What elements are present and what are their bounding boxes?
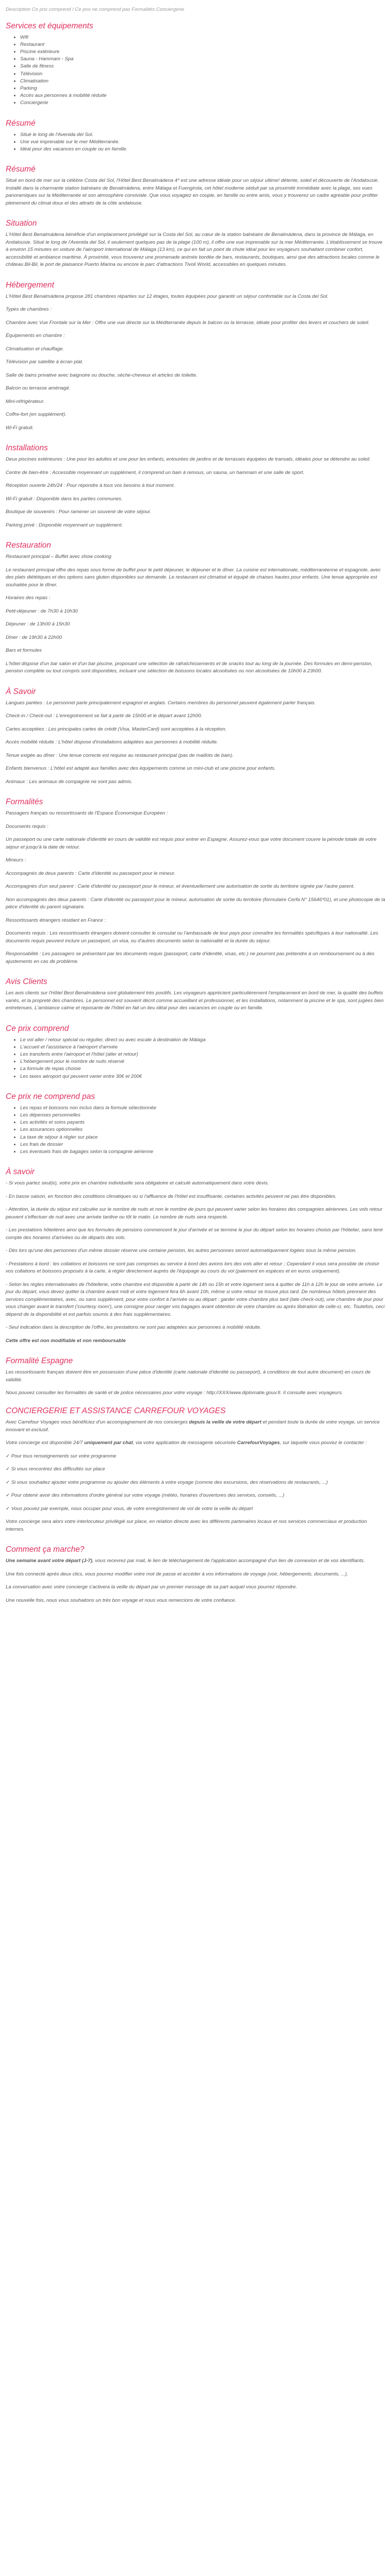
list-item: • Wifi xyxy=(20,34,385,41)
paragraph: Horaires des repas : xyxy=(6,595,51,601)
paragraph xyxy=(6,1439,385,1447)
list-item: • Une vue imprenable sur le mer Méditerranée. xyxy=(20,139,385,146)
paragraph: Climatisation et chauffage. xyxy=(6,346,64,352)
paragraph: Déjeuner : de 13h00 à 15h30 xyxy=(6,621,70,628)
list-item: • Piscine extérieure xyxy=(20,48,385,56)
resume2-title: Résumé xyxy=(6,165,36,174)
paragraph: Dîner : de 19h30 à 22h00 xyxy=(6,634,62,640)
list-item: • Les frais de dossier xyxy=(20,1141,385,1148)
paragraph: - Seul indication dans la description de l'offre, les prestations ne sont pas adaptées aux personnes à mobilité réduite. xyxy=(6,1325,262,1331)
resume-list xyxy=(6,131,385,154)
paragraph: - Prestations à bord : les collations et boissons ne sont pas comprises au service à bord des avions lors des vols aller et retour ; Cependant il vous sera possible de choisir vos collations et boissons proposés à la carte, à régler directement auprès de l'équipage au cours du vol (paiement en espèces et en euros uniquement). xyxy=(6,1261,380,1275)
restauration-title: Restauration xyxy=(6,541,51,550)
text-emphasis: depuis la veille de votre départ xyxy=(189,1419,262,1426)
paragraph: Coffre-fort (en supplément). xyxy=(6,412,67,418)
paragraph: Types de chambres : xyxy=(6,307,52,313)
list-item: • Télévision xyxy=(20,71,385,78)
conciergerie-title: CONCIERGERIE ET ASSISTANCE CARREFOUR VOYAGES xyxy=(6,1406,226,1415)
resume2-text: Situé en bord de mer sur la célèbre Costa del Sol, l'Hôtel Best Benalmádena 4* est une adresse idéale pour un séjour ultime! détente, soleil et découverte de l'Andalousie. Installé dans la charmante station balnéaire de Benalmádena, entre Málaga et Fuengirola, cet hôtel moderne séduit par sa proximité immédiate avec la plage, ses vues panoramiques sur la Méditerranée et son atmosphère conviviale. Que vous voyagiez en couple, en famille ou entre amis, vous y trouverez un cadre agréable pour profiter pleinement du climat doux et des attraits de la côte andalouse. xyxy=(6,178,379,206)
content xyxy=(0,6,391,1604)
paragraph: - Dès lors qu'une des personnes d'un même dossier réserve une certaine pension, les autres personnes seront automatiquement logées sous la même pension. xyxy=(6,1248,357,1254)
paragraph: - Selon les règles internationales de l'hôtellerie, votre chambre est disponible à partir de 14h ou 15h et votre logement sera à quitter de 11h à 12h le jour de votre arrivée. Le jour du départ, vous devez quitter la chambre avant midi et votre logement fera 6h avant 10h, même si votre retour se trouve plus tard. De nombreux hôtels prennent des services complémentaires, avec, ou sans supplément, pour votre confort à l'arrivée ou au départ : garder votre chambre plus tard (late check-out), une chambre de jour pour vous changer avant le transfert ('courtesy room'), une consigne pour ranger vos bagages avant obtention de votre chambre ou après libération de celle-ci, etc. Toutefois, ceci dépend de la disponibilité et est parfois soumis à des frais supplémentaires. xyxy=(6,1281,385,1317)
paragraph: Accompagnés de deux parents : Carte d'identité ou passeport pour le mineur. xyxy=(6,870,175,876)
paragraph: Mini-réfrigérateur. xyxy=(6,398,45,404)
formalites-title: Formalités xyxy=(6,798,43,807)
paragraph: Accompagnés d'un seul parent : Carte d'identité ou passeport pour le mineur, et éventuellement une autorisation de sortie du territoire signée par l'autre parent. xyxy=(6,884,355,890)
list-item: • La formule de repas choisie xyxy=(20,1065,385,1073)
asavoir-section xyxy=(6,1180,385,1345)
paragraph: Les ressortissants français doivent être en possession d'une pièce d'identité (carte nationale d'identité ou passeport), à conditions de tout autre document) en cours de validité. xyxy=(6,1369,371,1383)
list-item: • Accès aux personnes à mobilité réduite xyxy=(20,92,385,99)
paragraph: - En basse saison, en fonction des conditions climatiques ou si l'affluence de l'hôtel est insuffisante, certaines activités peuvent ne pas être disponibles. xyxy=(6,1193,337,1199)
paragraph: Balcon ou terrasse aménagé. xyxy=(6,385,71,392)
list-item: • Les activités et soins payants xyxy=(20,1119,385,1126)
paragraph xyxy=(6,1557,385,1565)
paragraph: ✓ Si vous souhaitez ajouter votre programme ou ajouter des éléments à votre voyage (comme des excursions, des réservations de restaurants, ...) xyxy=(6,1479,328,1485)
list-item: • Restaurant xyxy=(20,41,385,48)
paragraph: Cartes acceptées : Les principales cartes de crédit (Visa, MasterCard) sont acceptées à la réception. xyxy=(6,726,227,732)
list-item: • L'hébergement pour le nombre de nuits réservé xyxy=(20,1058,385,1065)
asavoir-title: À savoir xyxy=(6,1167,35,1177)
paragraph: Tenue exigée au dîner : Une tenue correcte est requise au restaurant principal (pas de maillots de bain). xyxy=(6,752,234,758)
text-part: , via votre application de messagerie sécurisée xyxy=(133,1440,237,1446)
hebergement-title: Hébergement xyxy=(6,280,54,290)
paragraph: Équipements en chambre : xyxy=(6,333,65,339)
situation-text: L'Hôtel Best Benalmádena bénéficie d'un emplacement privilégié sur la Costa del Sol, au cœur de la station balnéaire de Benalmádena, dans la province de Málaga, en Andalousie. Situé le long de l'Avenida del Sol, il seulement quelques pas de la plage (100 m), il offre une vue imprenable sur la mer Méditerranée. L'établissement se trouve à environ 15 minutes en voiture de l'aéroport international de Málaga (13 km), ce qui en fait un point de chute idéal pour les voyageurs souhaitant combiner confort, accessibilité et ambiance maritime. À proximité, vous trouverez une promenade animée bordée de bars, restaurants, boutiques, ainsi que des attractions locales comme le château Bil-Bil, le port de plaisance Puerto Marina ou encore le parc d'attractions Tivoli World, accessibles en quelques minutes. xyxy=(6,232,383,268)
paragraph: Votre concierge sera alors votre interlocuteur privilégié sur place, en relation directe avec les différents partenaires locaux et nos services commerciaux et production internes. xyxy=(6,1519,367,1532)
text-emphasis: uniquement par chat xyxy=(84,1440,133,1446)
paragraph: - Si vous partez seul(e), votre prix en chambre individuelle sera obligatoire et calculé automatiquement dans votre devis. xyxy=(6,1180,269,1187)
savoir-title: À Savoir xyxy=(6,687,36,696)
comment-title: Comment ça marche? xyxy=(6,1545,85,1554)
paragraph: Salle de bains privative avec baignoire ou douche, sèche-cheveux et articles de toilette. xyxy=(6,372,198,378)
formalite-espagne-title: Formalité Espagne xyxy=(6,1357,73,1366)
text-part: Votre concierge est disponible 24/7 xyxy=(6,1440,85,1446)
text-part: , vous recevrez par mail, le lien de téléchargement de l'application accompagné d'un lien de connexion et de vos identifiants. xyxy=(92,1558,365,1564)
list-item: • Les taxes aéroport qui peuvent varier entre 30€ et 200€ xyxy=(20,1073,385,1080)
paragraph: Parking privé : Disponible moyennant un supplément. xyxy=(6,522,123,528)
situation-title: Situation xyxy=(6,219,37,228)
installations-section xyxy=(6,456,385,529)
paragraph: ✓ Pour tous renseignements sur votre programme xyxy=(6,1453,117,1459)
paragraph: ✓ Vous pouvez par exemple, nous occuper pour vous, de votre enregistrement de vol de votre la veille du départ xyxy=(6,1505,253,1512)
paragraph: - Attention, la durée du séjour est calculée sur le nombre de nuits et non le nombre de jours qui peuvent varier selon les horaires des compagnies aériennes. Les vols retour peuvent s'effectuer de nuit avec une arrivée tardive ou tôt le matin. Le nombre de nuits sera respecté. xyxy=(6,1207,383,1220)
app-name: CarrefourVoyages xyxy=(237,1440,280,1446)
paragraph: Boutique de souvenirs : Pour ramener un souvenir de votre séjour. xyxy=(6,509,152,515)
installations-title: Installations xyxy=(6,444,48,453)
paragraph: Passagers français ou ressortissants de l'Espace Économique Européen : xyxy=(6,810,168,817)
paragraph: Wi-Fi gratuit : Disponible dans les parties communes. xyxy=(6,496,123,502)
list-item: • La taxe de séjour à régler sur place xyxy=(20,1134,385,1141)
paragraph: L'Hôtel Best Benalmádena propose 281 chambres réparties sur 12 étages, toutes équipées pour garantir un séjour confortable sur la Costa del Sol. xyxy=(6,293,329,299)
paragraph: Restaurant principal – Buffet avec show cooking xyxy=(6,554,111,560)
list-item: • Sauna - Hammam - Spa xyxy=(20,56,385,63)
services-list xyxy=(6,34,385,107)
paragraph: Check-in / Check-out : L'enregistrement se fait à partir de 15h00 et le départ avant 12h00. xyxy=(6,713,203,719)
avis-title: Avis Clients xyxy=(6,977,47,987)
paragraph: Langues parlées : Le personnel parle principalement espagnol et anglais. Certains membres du personnel peuvent également parler français. xyxy=(6,700,316,706)
list-item: • Situé le long de l'Avenida del Sol. xyxy=(20,131,385,139)
hebergement-section xyxy=(6,293,385,432)
non-refundable-note: Cette offre est non modifiable et non remboursable xyxy=(6,1337,126,1344)
paragraph: Bars et formules xyxy=(6,648,42,654)
list-item: • Salle de fitness xyxy=(20,63,385,70)
paragraph: Non accompagnés des deux parents : Carte d'identité ou passeport pour le mineur, autorisation de sortie du territoire (formulaire Cerfa N° 15646*01), et une photocopie de la pièce d'identité du parent signataire. xyxy=(6,896,385,910)
paragraph: Ressortissants étrangers résidant en France : xyxy=(6,917,106,923)
prix-comprend-list xyxy=(6,1037,385,1080)
list-item: • Conciergerie xyxy=(20,99,385,107)
comment-section xyxy=(6,1557,385,1604)
paragraph: Accès mobilité réduite : L'hôtel dispose d'installations adaptées aux personnes à mobilité réduite. xyxy=(6,739,218,745)
paragraph: Télévision par satellite à écran plat. xyxy=(6,359,84,365)
paragraph: - Les prestations hôtelières ainsi que les formules de pensions commencent le jour d'arrivée et se termine le jour du départ selon les horaires choisis par l'hôtelier, sans tenir compte des horaires d'arrivées ou de départs des vols. xyxy=(6,1227,383,1241)
list-item: • Climatisation xyxy=(20,78,385,85)
paragraph: Animaux : Les animaux de compagnie ne sont pas admis. xyxy=(6,778,133,785)
text-part: et pendant toute la durée de votre voyage, un service innovant et exclusif. xyxy=(6,1419,380,1433)
paragraph: Enfants bienvenus : L'hôtel est adapté aux familles avec des équipements comme un mini-club et une piscine pour enfants. xyxy=(6,766,276,772)
savoir-section xyxy=(6,700,385,786)
paragraph: Une nouvelle fois, nous vous souhaitons un très bon voyage et nous vous remercions de votre confiance. xyxy=(6,1597,236,1603)
paragraph: ✓ Pour obtenir avoir des informations d'ordre général sur votre voyage (météo, horaires d'ouvertures des services, conseils, ...) xyxy=(6,1493,285,1499)
text-emphasis: Une semaine avant votre départ (J-7) xyxy=(6,1558,92,1564)
breadcrumb[interactable]: Description Ce prix comprend / Ce prix ne comprend pas Formalités Conciergerie xyxy=(6,7,185,12)
page xyxy=(0,6,391,1620)
paragraph xyxy=(6,1419,385,1434)
services-title: Services et équipements xyxy=(6,21,93,30)
text-part: Avec Carrefour Voyages vous bénéficiez d'un accompagnement de nos concierges xyxy=(6,1419,189,1426)
resume-title: Résumé xyxy=(6,118,36,128)
list-item: • Idéal pour des vacances en couple ou en famille. xyxy=(20,146,385,153)
paragraph: Réception ouverte 24h/24 : Pour répondre à tous vos besoins à tout moment. xyxy=(6,483,175,489)
paragraph: Documents requis : Les ressortissants étrangers doivent consulter le consulat ou l'ambassade de leur pays pour connaître les formalités spécifiques à leur nationalité. Les documents requis peuvent inclure un passeport, un visa, ou d'autres documents selon la nationalité et la durée du séjour. xyxy=(6,930,379,944)
paragraph: Un passeport ou une carte nationale d'identité en cours de validité est requis pour entrer en Espagne. Assurez-vous que votre document couvre la période totale de votre séjour et jusqu'à la date de retour. xyxy=(6,837,377,850)
paragraph: Le restaurant principal offre des repas sous forme de buffet pour le petit déjeuner, le déjeuner et le dîner. La cuisine est internationale, méditerranéenne et espagnole, avec des plats diététiques et des options sans gluten disponibles sur demande. Le restaurant est climatisé et équipé de chaises hautes pour enfants. Une tenue appropriée est souhaitée pour le dîner. xyxy=(6,567,381,588)
paragraph: Nous pouvez consulter les formalités de santé et de police nécessaires pour votre voyage : http://XXX/www.diplomatie.gouv.fr. Il consulte avec voyageurs. xyxy=(6,1390,343,1396)
avis-text: Les avis clients sur l'Hôtel Best Benalmádena sont globalement très positifs. Les voyageurs apprécient particulièrement l'emplacement en bord de mer, la qualité des buffets variés, et la propreté des chambres. Le personnel est souvent décrit comme accueillant et professionnel, et les installations, notamment la piscine et le spa, sont jugées bien entretenues. L'ambiance calme et reposante de l'hôtel en fait un lieu idéal pour des vacances en couple ou en famille. xyxy=(6,990,384,1011)
paragraph: Wi-Fi gratuit. xyxy=(6,425,34,431)
paragraph: L'hôtel dispose d'un bar salon et d'un bar piscine, proposant une sélection de rafraîchissements et de snacks tout au long de la journée. Des formules en demi-pension, pension complète ou tout compris sont disponibles, incluant une sélection de boissons locales alcoolisées ou non alcoolisées de 10h00 à 23h00. xyxy=(6,660,373,674)
paragraph: Mineurs : xyxy=(6,857,26,863)
list-item: • Les transferts entre l'aéroport et l'hôtel (aller et retour) xyxy=(20,1051,385,1058)
list-item: • Les assurances optionnelles xyxy=(20,1126,385,1133)
paragraph: Centre de bien-être : Accessible moyennant un supplément, il comprend un bain à remous, un sauna, un hammam et une salle de sport. xyxy=(6,469,304,476)
list-item: • Les dépenses personnelles xyxy=(20,1112,385,1119)
paragraph: Deux piscines extérieures : Une pour les adultes et une pour les enfants, entourées de jardins et de terrasses équipées de transats, idéales pour se détendre au soleil. xyxy=(6,456,371,463)
prix-ne-comprend-list xyxy=(6,1105,385,1156)
paragraph: ✓ Si vous rencontrez des difficultés sur place xyxy=(6,1466,105,1472)
paragraph: Documents requis : xyxy=(6,823,48,829)
paragraph: Petit-déjeuner : de 7h30 à 10h30 xyxy=(6,608,78,614)
list-item: • Les éventuels frais de bagages selon la compagnie aérienne xyxy=(20,1148,385,1156)
list-item: • Les repas et boissons non inclus dans la formule sélectionnée xyxy=(20,1105,385,1112)
formalite-espagne-section xyxy=(6,1369,385,1397)
list-item: • Le vol aller / retour spécial ou régulier, direct ou avec escale à destination de Málaga xyxy=(20,1037,385,1044)
list-item: • L'accueil et l'assistance à l'aéroport d'arrivée xyxy=(20,1044,385,1051)
list-item: • Parking xyxy=(20,85,385,92)
paragraph: Une fois connecté après deux clics, vous pourrez modifier votre mot de passe et accéder à vos informations de voyage (voir, hébergements, documents, ...). xyxy=(6,1571,348,1577)
paragraph: Responsabilité : Les passagers se présentant par les documents requis (passeport, carte d'identité, visas, etc.) ne pourront pas prétendre à un remboursement ou à des ajustements en cas de problème. xyxy=(6,951,374,964)
paragraph: La conversation avec votre concierge s'activera la veille du départ par un premier message de sa part auquel vous pourrez répondre. xyxy=(6,1584,297,1590)
paragraph: Chambre avec Vue Frontale sur la Mer : Offre une vue directe sur la Méditerranée depuis le balcon ou la terrasse, idéale pour profiter des levers et couchers de soleil. xyxy=(6,319,370,326)
prix-ne-comprend-title: Ce prix ne comprend pas xyxy=(6,1092,95,1101)
conciergerie-section xyxy=(6,1419,385,1533)
prix-comprend-title: Ce prix comprend xyxy=(6,1024,69,1033)
restauration-section xyxy=(6,553,385,675)
formalites-section xyxy=(6,810,385,965)
text-part: , sur laquelle vous pouvez le contacter : xyxy=(280,1440,367,1446)
